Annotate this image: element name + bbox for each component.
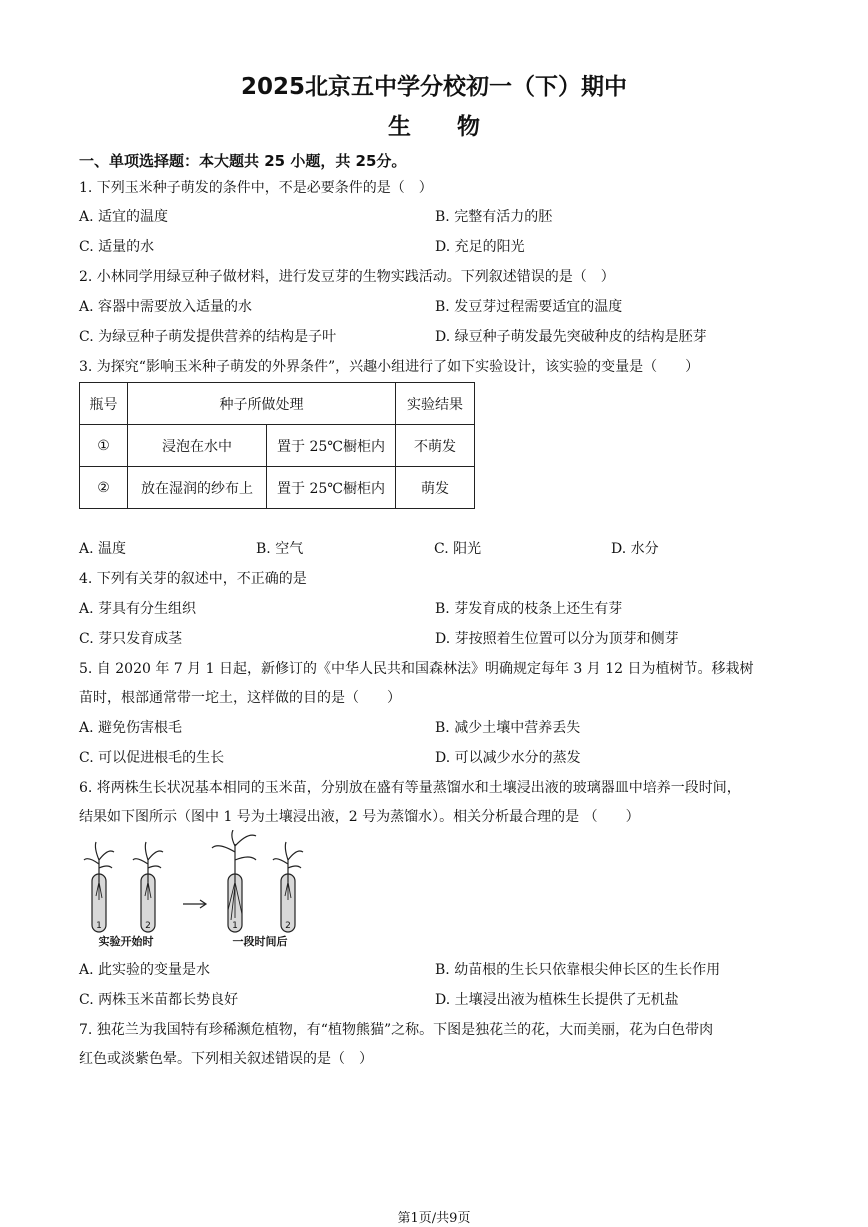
question-3-stem: 3. 为探究“影响玉米种子萌发的外界条件”，兴趣小组进行了如下实验设计，该实验的变量是（ ） (79, 359, 700, 375)
q6-option-c: C. 两株玉米苗都长势良好 (79, 992, 239, 1008)
q1-option-d: D. 充足的阳光 (435, 239, 525, 255)
q2-option-c: C. 为绿豆种子萌发提供营养的结构是子叶 (79, 329, 337, 345)
table-cell: 萌发 (396, 467, 475, 509)
page-footer: 第1页/共9页 (397, 1211, 471, 1226)
table-cell: 置于 25℃橱柜内 (267, 425, 396, 467)
table-row (80, 425, 475, 467)
q5-option-d: D. 可以减少水分的蒸发 (435, 750, 581, 766)
q3-option-c: C. 阳光 (434, 541, 482, 557)
q5-option-c: C. 可以促进根毛的生长 (79, 750, 225, 766)
q6-option-b: B. 幼苗根的生长只依靠根尖伸长区的生长作用 (435, 962, 721, 978)
table-cell: 不萌发 (396, 425, 475, 467)
q3-option-b: B. 空气 (256, 541, 304, 557)
question-7-stem-line2: 红色或淡紫色晕。下列相关叙述错误的是（ ） (79, 1051, 373, 1067)
exam-title: 2025北京五中学分校初一（下）期中 (240, 74, 627, 100)
table-cell: ② (80, 467, 128, 509)
question-5-stem-line2: 苗时，根部通常带一坨土，这样做的目的是（ ） (79, 690, 401, 706)
figure-label-start: 实验开始时 (98, 935, 154, 948)
table-cell: 放在湿润的纱布上 (128, 467, 267, 509)
q2-option-d: D. 绿豆种子萌发最先突破种皮的结构是胚芽 (435, 329, 707, 345)
q3-option-d: D. 水分 (611, 541, 659, 557)
q1-option-a: A. 适宜的温度 (79, 209, 169, 225)
tube-2-label: 2 (145, 921, 151, 931)
question-5-stem-line1: 5. 自 2020 年 7 月 1 日起，新修订的《中华人民共和国森林法》明确规定每年 3 月 12 日为植树节。移栽树 (79, 661, 754, 677)
experiment-table (79, 382, 475, 509)
tube-2-label: 2 (285, 921, 291, 931)
question-6-stem-line2: 结果如下图所示（图中 1 号为土壤浸出液，2 号为蒸馏水）。相关分析最合理的是 （ ） (79, 809, 640, 825)
question-2-stem: 2. 小林同学用绿豆种子做材料，进行发豆芽的生物实践活动。下列叙述错误的是（ ） (79, 269, 615, 285)
subject-title: 生 物 (388, 114, 480, 140)
q2-option-a: A. 容器中需要放入适量的水 (79, 299, 253, 315)
q5-option-a: A. 避免伤害根毛 (79, 720, 183, 736)
q4-option-d: D. 芽按照着生位置可以分为顶芽和侧芽 (435, 631, 679, 647)
question-7-stem-line1: 7. 独花兰为我国特有珍稀濒危植物，有“植物熊猫”之称。下图是独花兰的花，大而美丽，花为白色带肉 (79, 1022, 714, 1038)
figure-label-after: 一段时间后 (232, 935, 288, 948)
q2-option-b: B. 发豆芽过程需要适宜的温度 (435, 299, 623, 315)
table-cell: 浸泡在水中 (128, 425, 267, 467)
table-row (80, 467, 475, 509)
question-1-stem: 1. 下列玉米种子萌发的条件中，不是必要条件的是（ ） (79, 180, 433, 196)
table-header-cell: 实验结果 (396, 383, 475, 425)
q5-option-b: B. 减少土壤中营养丢失 (435, 720, 581, 736)
q1-option-c: C. 适量的水 (79, 239, 155, 255)
table-header-row (80, 383, 475, 425)
q4-option-b: B. 芽发育成的枝条上还生有芽 (435, 601, 623, 617)
q6-option-a: A. 此实验的变量是水 (79, 962, 211, 978)
question-6-stem-line1: 6. 将两株生长状况基本相同的玉米苗，分别放在盛有等量蒸馏水和土壤浸出液的玻璃器皿中培养一段时间， (79, 780, 741, 796)
table-header-cell: 瓶号 (80, 383, 128, 425)
table-cell: ① (80, 425, 128, 467)
seedling-experiment-figure (78, 830, 310, 950)
q6-option-d: D. 土壤浸出液为植株生长提供了无机盐 (435, 992, 679, 1008)
tube-1-label: 1 (232, 921, 238, 931)
question-4-stem: 4. 下列有关芽的叙述中，不正确的是 (79, 571, 307, 587)
tube-1-label: 1 (96, 921, 102, 931)
q4-option-c: C. 芽只发育成茎 (79, 631, 183, 647)
section-heading: 一、单项选择题：本大题共 25 小题，共 25分。 (79, 152, 407, 170)
table-header-cell: 种子所做处理 (128, 383, 396, 425)
q4-option-a: A. 芽具有分生组织 (79, 601, 197, 617)
table-cell: 置于 25℃橱柜内 (267, 467, 396, 509)
q1-option-b: B. 完整有活力的胚 (435, 209, 553, 225)
q3-option-a: A. 温度 (79, 541, 127, 557)
